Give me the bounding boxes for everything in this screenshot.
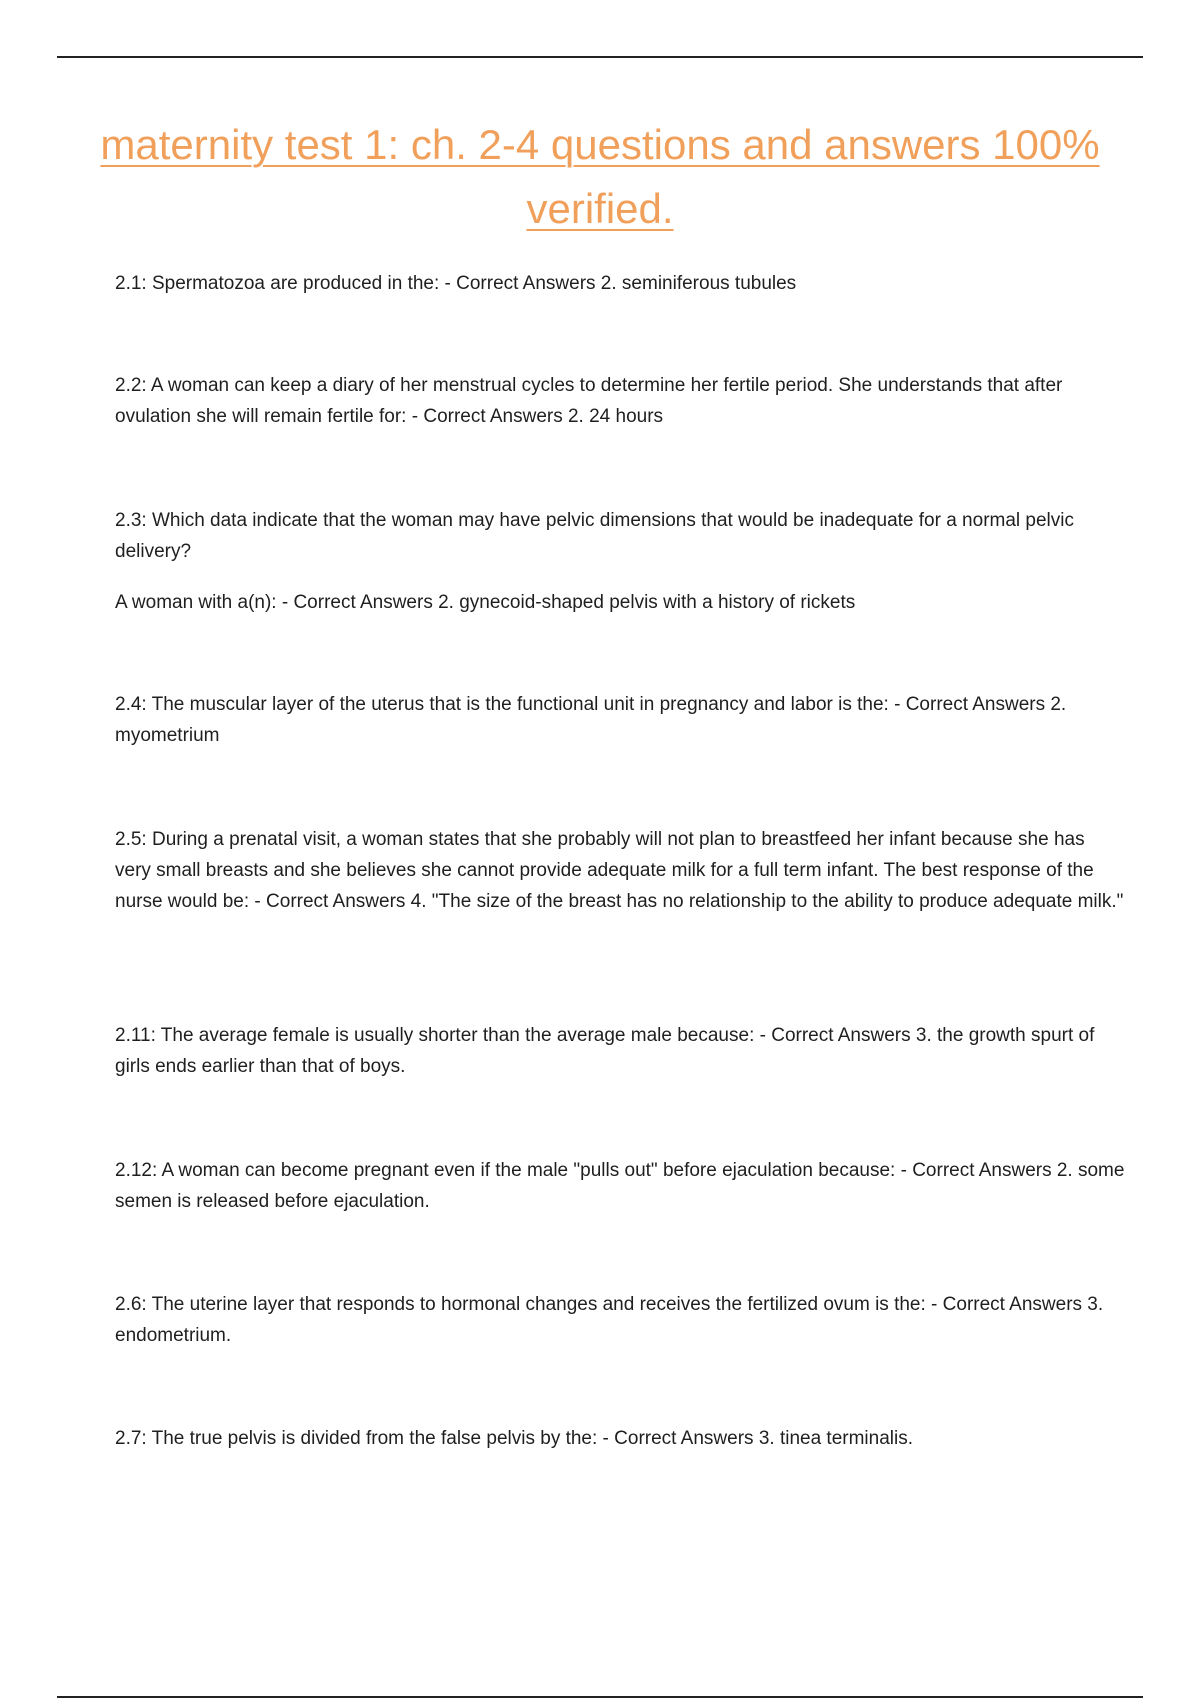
qa-entry-2-4 (115, 689, 1125, 751)
footer-rule (57, 1696, 1143, 1698)
header-rule (57, 56, 1143, 58)
qa-entry-2-2 (115, 370, 1125, 432)
qa-text: 2.11: The average female is usually shorter than the average male because: - Correct Answers 3. the growth spurt of girls ends earlier than that of boys. (115, 1025, 1095, 1077)
qa-entry-2-7 (115, 1423, 1125, 1454)
qa-text: 2.5: During a prenatal visit, a woman states that she probably will not plan to breastfeed her infant because she has very small breasts and she believes she cannot provide adequate milk for a full term infant. The best response of the nurse would be: - Correct Answers 4. "The size of the breast has no relationship to the ability to produce adequate milk." (115, 829, 1124, 912)
qa-entry-2-12 (115, 1155, 1125, 1217)
qa-entry-2-1 (115, 268, 1125, 299)
qa-entry-2-3 (115, 505, 1125, 618)
qa-text: 2.7: The true pelvis is divided from the false pelvis by the: - Correct Answers 3. tinea terminalis. (115, 1428, 913, 1449)
qa-text: 2.4: The muscular layer of the uterus that is the functional unit in pregnancy and labor is the: - Correct Answers 2. myometrium (115, 694, 1067, 746)
qa-entry-2-6 (115, 1289, 1125, 1351)
qa-entry-2-5 (115, 824, 1125, 917)
qa-entry-2-11 (115, 1020, 1125, 1082)
document-title: maternity test 1: ch. 2-4 questions and answers 100% verified. (100, 121, 1100, 232)
qa-text: 2.1: Spermatozoa are produced in the: - Correct Answers 2. seminiferous tubules (115, 273, 797, 294)
qa-text: 2.6: The uterine layer that responds to hormonal changes and receives the fertilized ovum is the: - Correct Answers 3. endometrium. (115, 1294, 1104, 1346)
qa-text: 2.2: A woman can keep a diary of her menstrual cycles to determine her fertile period. She understands that after ovulation she will remain fertile for: - Correct Answers 2. 24 hours (115, 375, 1063, 427)
qa-answer: A woman with a(n): - Correct Answers 2. gynecoid-shaped pelvis with a history of rickets (115, 592, 856, 613)
qa-text: 2.12: A woman can become pregnant even if the male "pulls out" before ejaculation because: - Correct Answers 2. some semen is released before ejaculation. (115, 1160, 1125, 1212)
qa-question: 2.3: Which data indicate that the woman may have pelvic dimensions that would be inadequate for a normal pelvic delivery? (115, 510, 1074, 562)
